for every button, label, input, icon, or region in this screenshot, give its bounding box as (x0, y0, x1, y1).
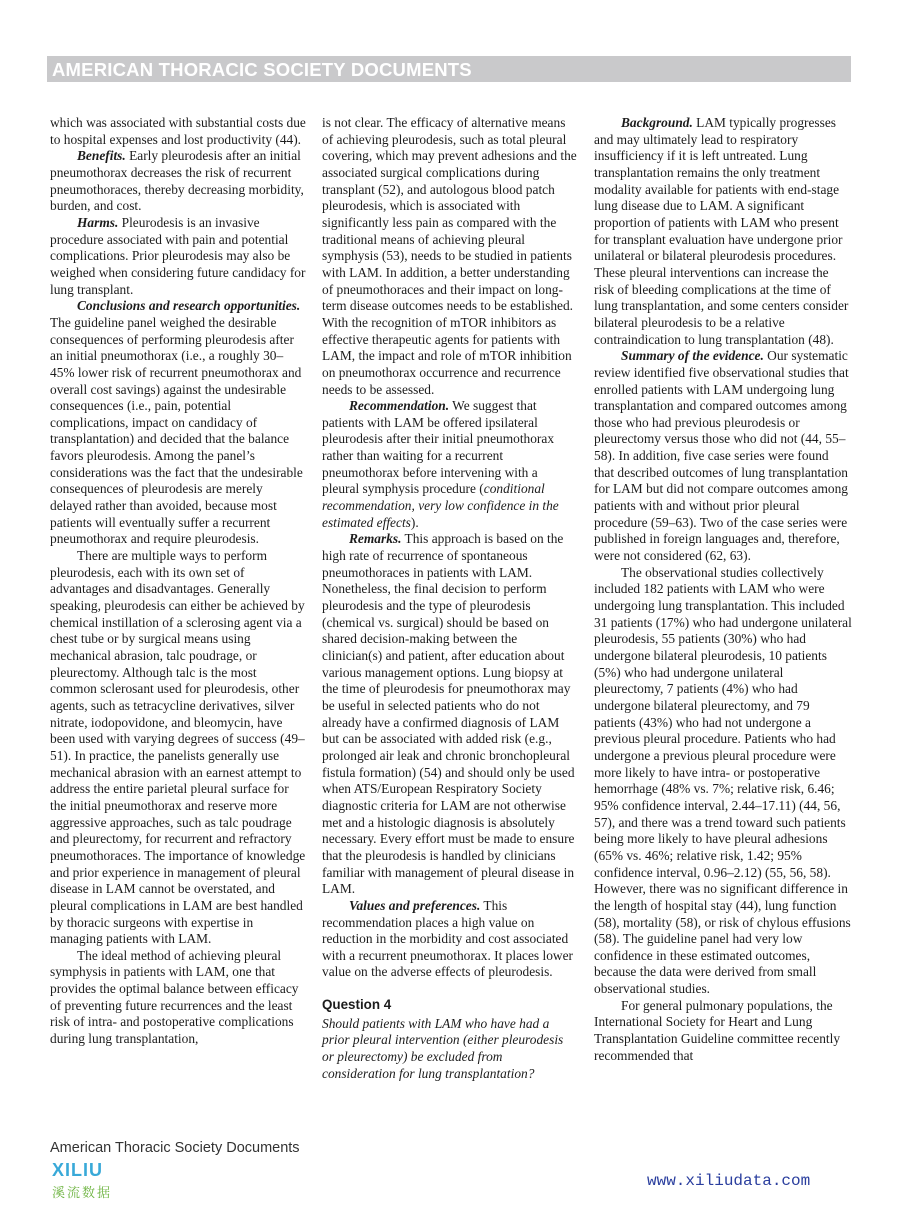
paragraph-background (594, 115, 852, 348)
run-in-heading: Remarks. (349, 531, 402, 547)
paragraph-text: LAM typically progresses and may ultimately lead to respiratory insufficiency if it is left untreated. Lung transplantation remains the only treatment modality available for patients with end-stage lung disease due to LAM. A significant proportion of patients with LAM who present for transplant evaluation have undergone prior unilateral or bilateral pleurodesis procedures. These pleural interventions can increase the risk of bleeding complications at the time of lung transplantation, and some centers consider bilateral pleurodesis to be a relative contraindication to lung transplantation (48). (594, 115, 849, 347)
paragraph-conclusions (50, 298, 306, 548)
run-in-heading: Background. (621, 115, 693, 130)
run-in-heading: Recommendation. (349, 398, 450, 414)
run-in-heading: Benefits. (77, 148, 126, 164)
paragraph-recommendation (322, 398, 578, 531)
run-in-heading: Values and preferences. (349, 897, 481, 913)
paragraph-text: Pleurodesis is an invasive procedure associated with pain and potential complications. Prior pleurodesis may also be weighed when considering future candidacy for lung transplant. (50, 214, 306, 297)
watermark-url: www.xiliudata.com (647, 1172, 811, 1190)
paragraph: The ideal method of achieving pleural symphysis in patients with LAM, one that provides the optimal balance between efficacy of preventing future recurrences and the least risk of intra- and postoperative complications during lung transplantation, (50, 947, 299, 1047)
column-left (50, 115, 306, 1048)
run-in-heading: Summary of the evidence. (621, 348, 764, 364)
run-in-heading: Conclusions and research opportunities. (77, 298, 301, 314)
recommendation-strength: conditional recommendation, very low confidence in the estimated effects (322, 481, 559, 530)
paragraph-harms (50, 215, 306, 298)
paragraph-values (322, 898, 578, 981)
paragraph-text: We suggest that patients with LAM be offered ipsilateral pleurodesis after their initial pneumothorax rather than waiting for a recurrent pneumothorax before intervening with a pleural symphysis procedure ( (322, 398, 555, 497)
run-in-heading: Harms. (77, 214, 119, 230)
paragraph-remarks (322, 531, 578, 897)
question-heading: Question 4 (322, 997, 392, 1013)
paragraph-text: This recommendation places a high value on reduction in the morbidity and cost associated with a recurrent pneumothorax. It places lower value on the adverse effects of pleurodesis. (322, 897, 573, 980)
paragraph-text: The guideline panel weighed the desirable consequences of performing pleurodesis after an initial pneumothorax (i.e., a roughly 30–45% lower risk of recurrent pneumothorax and overall cost savings) against the undesirable consequences (i.e., pain, potential complications, impact on candidacy of transplantation) and decided that the balance favors pleurodesis. Among the panel’s considerations was the fact that the undesirable consequences of pleurodesis are merely delayed rather than avoided, because most patients will eventually suffer a recurrent pneumothorax and require pleurodesis. (50, 314, 303, 547)
paragraph-text: ). (410, 514, 419, 530)
question-text: Should patients with LAM who have had a prior pleural intervention (either pleurodesis or pleurectomy) be excluded from consideration for lung transplantation? (322, 1015, 564, 1081)
paragraph: There are multiple ways to perform pleurodesis, each with its own set of advantages and disadvantages. Generally speaking, pleurodesis can either be achieved by chemical instillation of a sclerosing agent via a chest tube or by surgical means using mechanical abrasion, talc poudrage, or pleurectomy. Although talc is the most common sclerosant used for pleurodesis, other agents, such as tetracycline derivatives, silver nitrate, iodopovidone, and bleomycin, have been used with varying degrees of success (49–51). In practice, the panelists generally use mechanical abrasion with an earnest attempt to address the entire parietal pleural surface for the initial pneumothorax and reserve more aggressive approaches, such as talc poudrage and pleurectomy, for recurrent and refractory pneumothoraces. The importance of knowledge and prior experience in management of pleural disease in LAM cannot be overstated, and pleural complications in LAM are best handled by thoracic surgeons with expertise in managing patients with LAM. (50, 548, 306, 947)
column-right (594, 115, 852, 1064)
paragraph-text: Our systematic review identified five observational studies that enrolled patients with LAM undergoing lung transplantation and compared outcomes among those who had previous pleurodesis or pleurectomy versus those who did not (44, 55–58). In addition, five case series were found that described outcomes of lung transplantation for LAM but did not compare outcomes among patients with and without prior pleural procedure (59–63). Two of the case series were published in foreign languages and, therefore, were not considered (62, 63). (594, 348, 849, 564)
footer-journal-title: American Thoracic Society Documents (50, 1140, 300, 1156)
section-banner (47, 56, 851, 82)
column-middle (322, 115, 578, 1082)
paragraph: For general pulmonary populations, the International Society for Heart and Lung Transplantation Guideline committee recently recommended that (594, 997, 841, 1063)
paragraph: The observational studies collectively included 182 patients with LAM who were undergoing lung transplantation. This included 31 patients (17%) who had undergone unilateral pleurodesis, 55 patients (30%) who had undergone bilateral pleurodesis, 10 patients (5%) who had undergone unilateral pleurectomy, 7 patients (4%) who had undergone bilateral pleurectomy, and 79 patients (43%) who had not undergone a previous pleural procedure. Patients who had undergone a previous pleural procedure were more likely to have intra- or postoperative hemorrhage (48% vs. 7%; relative risk, 6.46; 95% confidence interval, 2.44–17.11) (44, 56, 57), and there was a trend toward such patients being more likely to have pleural adhesions (65% vs. 46%; relative risk, 1.42; 95% confidence interval, 0.96–2.12) (55, 56, 58). However, there was no significant difference in the length of hospital stay (44), lung function (58), mortality (58), or risk of chylous effusions (58). The guideline panel had very low confidence in these estimated outcomes, because the data were derived from small observational studies. (594, 564, 852, 997)
logo-wordmark: XILIU (52, 1160, 104, 1180)
paragraph: which was associated with substantial costs due to hospital expenses and lost productivity (44). (50, 115, 306, 147)
paragraph-benefits (50, 148, 306, 215)
watermark-logo (52, 1160, 130, 1202)
banner-title: AMERICAN THORACIC SOCIETY DOCUMENTS (52, 59, 472, 80)
paragraph-summary (594, 348, 852, 565)
paragraph-text: This approach is based on the high rate of recurrence of spontaneous pneumothoraces in patients with LAM. Nonetheless, the final decision to perform pleurodesis and the type of pleurodesis (chemical vs. surgical) should be based on shared decision-making between the clinician(s) and patient, after education about various management options. Lung biopsy at the time of pleurodesis for pneumothorax may be useful in selected patients who do not already have a confirmed diagnosis of LAM but can be associated with added risk (e.g., prolonged air leak and chronic bronchopleural fistula formation) (54) and should only be used when ATS/European Respiratory Society diagnostic criteria for LAM are not otherwise met and a histologic diagnosis is absolutely necessary. Every effort must be made to ensure that the pleurodesis is handled by clinicians familiar with management of pleural disease in LAM. (322, 531, 575, 897)
paragraph-text: Early pleurodesis after an initial pneumothorax decreases the risk of recurrent pneumothoraces, thereby decreasing morbidity, burden, and cost. (50, 148, 304, 214)
logo-chinese-wordmark: 溪流数据 (52, 1186, 113, 1201)
paragraph: is not clear. The efficacy of alternative means of achieving pleurodesis, such as total pleural covering, which may prevent adhesions and the associated surgical complications during transplant (52), and autologous blood patch pleurodesis, which is associated with significantly less pain as compared with the traditional means of achieving pleural symphysis (53), needs to be studied in patients with LAM. In addition, a better understanding of pneumothoraces and their impact on long-term disease outcomes needs to be established. With the recognition of mTOR inhibitors as effective therapeutic agents for patients with LAM, the impact and role of mTOR inhibition on pneumothorax occurrence and recurrence needs to be assessed. (322, 115, 577, 397)
